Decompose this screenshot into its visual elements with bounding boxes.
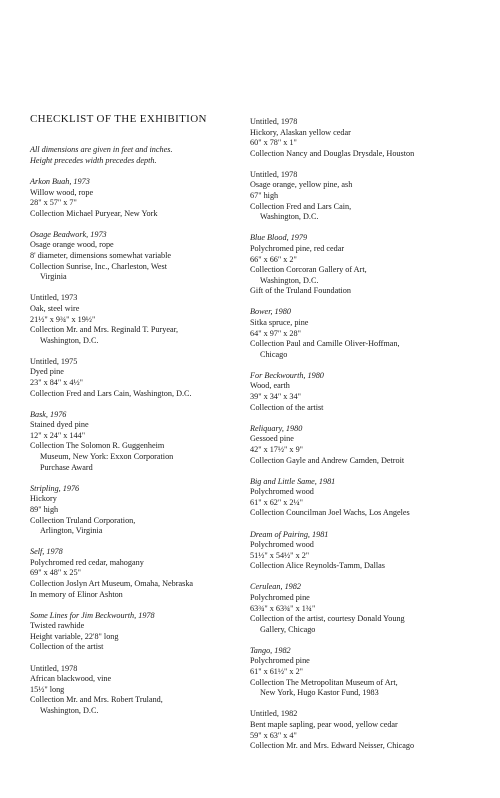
entry-detail: Washington, D.C. [40,335,99,345]
entry-detail: Gallery, Chicago [260,624,316,634]
entry-title: Bask, 1976 [30,409,67,419]
entry-detail: Willow wood, rope [30,187,94,197]
checklist-entry [250,582,490,635]
entry-title: Big and Little Same, 1981 [250,476,336,486]
checklist-entry [30,177,245,219]
entry-detail: Collection Mr. and Mrs. Reginald T. Puryear, [30,325,179,335]
entry-detail: Osage orange, yellow pine, ash [250,180,353,190]
checklist-entry [250,371,490,413]
checklist-entry [250,170,490,223]
note-line: All dimensions are given in feet and inches. [30,145,173,154]
entry-detail: Collection Gayle and Andrew Camden, Detroit [250,455,405,465]
page-title: CHECKLIST OF THE EXHIBITION [30,113,207,125]
entry-title: Tango, 1982 [250,645,291,655]
entry-title: Arkon Buah, 1973 [30,177,90,186]
entry-detail: 12" x 24" x 144" [30,430,86,440]
checklist-entry [250,646,490,699]
entry-detail: Collection Fred and Lars Cain, [250,201,352,211]
entry-detail: Collection of the artist, courtesy Donald Young [250,614,405,624]
checklist-entry [250,709,490,751]
right-entries [250,117,490,752]
entry-detail: 21½" x 9¾" x 19½" [30,314,96,324]
entry-title: Untitled, 1978 [250,169,298,179]
entry-detail: Twisted rawhide [30,621,85,631]
checklist-entry [30,484,245,537]
entry-detail: Collection of the artist [30,642,104,652]
entry-detail: Bent maple sapling, pear wood, yellow cedar [250,719,398,729]
entry-title: Osage Beadwork, 1973 [30,229,107,239]
entry-detail: 64" x 97" x 28" [250,328,301,338]
entry-title: Blue Blood, 1979 [250,233,308,243]
entry-detail: Collection Michael Puryear, New York [30,208,158,218]
entry-detail: African blackwood, vine [30,674,112,684]
entry-detail: Hickory, Alaskan yellow cedar [250,127,351,137]
entry-detail: 61" x 61½" x 2" [250,667,304,677]
entry-detail: 60" x 78" x 1" [250,138,297,148]
entry-detail: Collection of the artist [250,402,324,412]
checklist-entry [30,611,245,653]
entry-detail: 51½" x 54½" x 2" [250,550,310,560]
entry-detail: 66" x 66" x 2" [250,254,297,264]
entry-title: Untitled, 1973 [30,293,78,303]
entry-detail: Collection Truland Corporation, [30,515,136,525]
entry-detail: 59" x 63" x 4" [250,730,297,740]
entry-detail: Museum, New York: Exxon Corporation [40,452,174,462]
entry-title: Bower, 1980 [250,307,291,317]
entry-detail: Height variable, 22'8" long [30,631,119,641]
entry-detail: Wood, earth [250,381,290,391]
checklist-entry [250,233,490,297]
entry-title: Cerulean, 1982 [250,582,301,592]
entry-detail: Polychromed pine [250,592,310,602]
entry-detail: Polychromed pine, red cedar [250,243,345,253]
entry-detail: Washington, D.C. [40,705,99,715]
entry-detail: Polychromed wood [250,540,314,550]
entry-detail: 63¾" x 63¾" x 1¾" [250,603,316,613]
entry-detail: Collection Councilman Joel Wachs, Los Angeles [250,508,410,518]
entry-detail: Sitka spruce, pine [250,318,309,327]
entry-detail: In memory of Elinor Ashton [30,589,123,599]
checklist-entry [250,424,490,466]
entry-title: Stripling, 1976 [30,483,80,493]
entry-detail: 42" x 17½" x 9" [250,444,304,454]
entry-detail: 89" high [30,504,59,514]
entry-detail: Collection Paul and Camille Oliver-Hoffman, [250,339,400,349]
checklist-entry [30,664,245,717]
entry-detail: Collection Mr. and Mrs. Edward Neisser, Chicago [250,741,415,751]
entry-title: Dream of Pairing, 1981 [250,529,329,539]
entry-detail: Polychromed pine [250,656,310,666]
entry-detail: Hickory [30,494,57,504]
entry-detail: Collection Sunrise, Inc., Charleston, West [30,261,167,271]
entry-detail: Oak, steel wire [30,303,80,313]
entry-detail: Arlington, Virginia [40,526,103,536]
dimensions-note [30,144,245,166]
entry-title: Untitled, 1982 [250,709,298,719]
entry-detail: New York, Hugo Kastor Fund, 1983 [260,688,379,698]
entry-detail: 69" x 48" x 25" [30,568,81,578]
entry-detail: Collection The Solomon R. Guggenheim [30,441,165,451]
entry-title: For Beckwourth, 1980 [250,370,324,380]
checklist-entry [30,357,245,399]
entry-title: Untitled, 1978 [250,117,298,126]
entry-detail: Collection Mr. and Mrs. Robert Truland, [30,695,163,705]
checklist-entry [250,307,490,360]
checklist-entry [250,477,490,519]
entry-detail: Gift of the Truland Foundation [250,286,351,296]
entry-title: Untitled, 1975 [30,356,78,366]
checklist-entry [30,410,245,474]
entry-detail: Purchase Award [40,462,93,472]
entry-title: Some Lines for Jim Beckwourth, 1978 [30,610,155,620]
entry-detail: Polychromed wood [250,487,314,497]
entry-title: Self, 1978 [30,547,63,557]
entry-title: Untitled, 1978 [30,663,78,673]
entry-detail: Collection Nancy and Douglas Drysdale, Houston [250,148,415,158]
entry-detail: Collection Corcoran Gallery of Art, [250,265,367,275]
entry-detail: 39" x 34" x 34" [250,392,301,402]
entry-detail: Gessoed pine [250,434,294,444]
checklist-entry [250,117,490,159]
entry-detail: Washington, D.C. [260,212,319,222]
entry-detail: Stained dyed pine [30,420,89,430]
entry-detail: 23" x 84" x 4½" [30,378,84,387]
left-entries [30,177,245,717]
left-column [30,0,245,727]
right-column [250,0,490,762]
entry-title: Reliquary, 1980 [250,423,303,433]
note-line: Height precedes width precedes depth. [30,156,157,165]
entry-detail: Washington, D.C. [260,275,319,285]
entry-detail: 8' diameter, dimensions somewhat variable [30,251,171,261]
checklist-entry [30,230,245,283]
entry-detail: Polychromed red cedar, mahogany [30,557,144,567]
checklist-entry [30,547,245,600]
entry-detail: Dyed pine [30,367,64,377]
entry-detail: 15½" long [30,684,65,694]
entry-detail: Chicago [260,349,288,359]
checklist-entry [250,530,490,572]
entry-detail: 28" x 57" x 7" [30,198,77,208]
entry-detail: Osage orange wood, rope [30,240,114,250]
entry-detail: Collection The Metropolitan Museum of Art, [250,677,398,687]
entry-detail: Collection Alice Reynolds-Tamm, Dallas [250,561,385,571]
entry-detail: Collection Joslyn Art Museum, Omaha, Nebraska [30,579,194,588]
entry-detail: 61" x 62" x 2¼" [250,497,304,507]
entry-detail: Collection Fred and Lars Cain, Washington, D.C. [30,388,192,398]
checklist-entry [30,293,245,346]
entry-detail: Virginia [40,272,67,282]
entry-detail: 67" high [250,191,279,201]
